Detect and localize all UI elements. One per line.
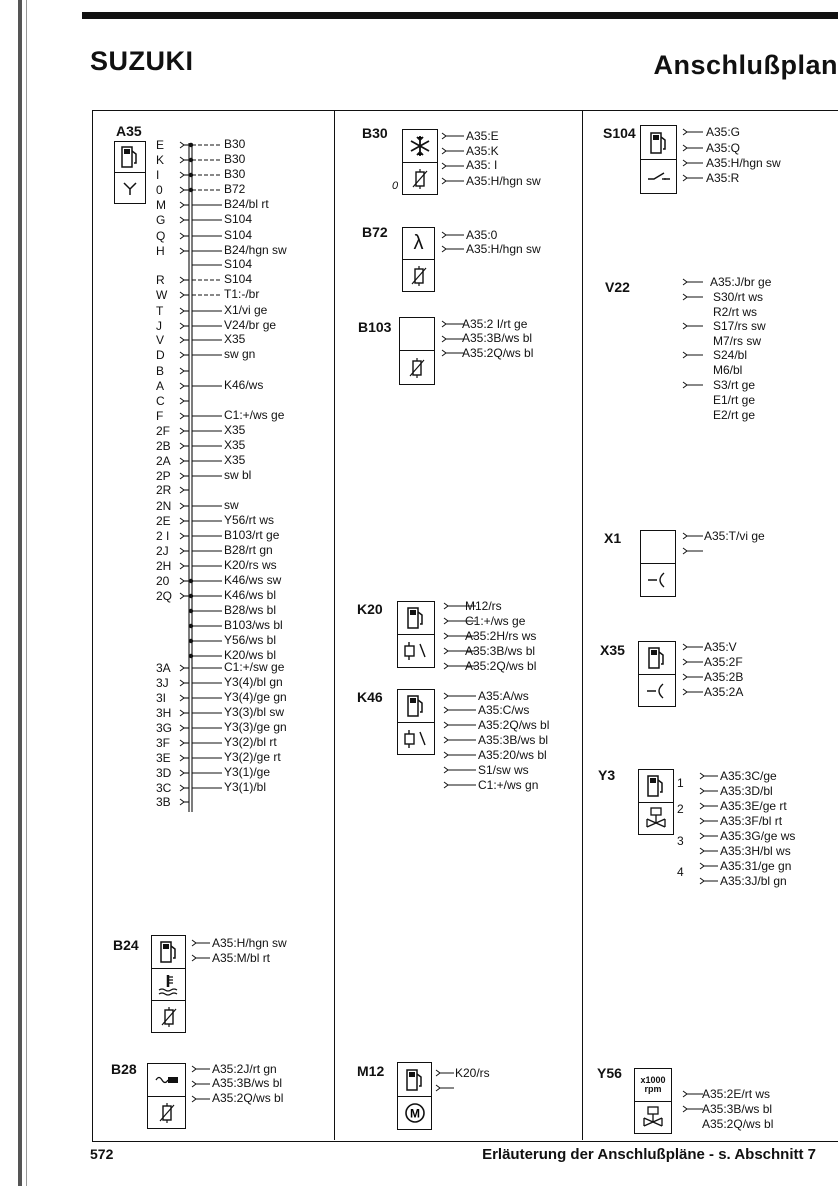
a35-connection-label: B103/rt ge [224, 528, 280, 542]
a35-pin-label: V [156, 333, 165, 347]
a35-connection-label: T1:-/br [224, 287, 260, 301]
y3-group-number: 3 [677, 834, 684, 848]
a35-connection-label: C1:+/sw ge [224, 660, 285, 674]
a35-pin-label: I [156, 168, 160, 182]
a35-pin-label: 3B [156, 795, 171, 809]
s104-conn-3: A35:H/hgn sw [706, 156, 781, 170]
wire-stub [700, 818, 718, 824]
wire-stub [444, 618, 476, 624]
a35-pin-label: 2E [156, 514, 171, 528]
a35-pin-label: 2A [156, 454, 171, 468]
header-brand: SUZUKI [90, 46, 194, 76]
a35-pin-label: A [156, 379, 165, 393]
a35-connection-label: Y3(4)/ge gn [224, 690, 287, 704]
wire-stub [683, 323, 703, 329]
k46-conn-5: A35:20/ws bl [478, 748, 547, 762]
wire-stub [444, 663, 476, 669]
footer-page-number: 572 [90, 1146, 114, 1162]
x35-conn-4: A35:2A [704, 685, 744, 699]
a35-pin-label: F [156, 409, 164, 423]
a35-pin-label: 2R [156, 483, 172, 497]
wire-stub [442, 148, 464, 154]
a35-connection-label: S104 [224, 212, 253, 226]
k20-conn-2: C1:+/ws ge [465, 614, 526, 628]
wire-stub [683, 659, 703, 665]
a35-pin-label: 2N [156, 499, 172, 513]
y3-conn-4: A35:3F/bl rt [720, 814, 783, 828]
a35-connection-label: B72 [224, 182, 246, 196]
k46-conn-1: A35:A/ws [478, 689, 529, 703]
wire-stub [683, 294, 703, 300]
wire-stub [700, 848, 718, 854]
y56-conn-2: A35:3B/ws bl [702, 1102, 773, 1116]
component-b30-label: B30 [362, 125, 388, 141]
wire-stub [683, 533, 703, 539]
wire-stub [444, 603, 476, 609]
wire-stub [444, 767, 476, 773]
wire-stub [444, 633, 476, 639]
wire-stub [683, 1091, 703, 1097]
wire-stub [444, 722, 476, 728]
a35-connection-label: K46/ws sw [224, 573, 282, 587]
k20-conn-3: A35:2H/rs ws [465, 629, 537, 643]
a35-connection-label: B30 [224, 152, 246, 166]
v22-conn-9: E1/rt ge [713, 393, 756, 407]
v22-conn-3: R2/rt ws [713, 305, 758, 319]
b24-conn-1: A35:H/hgn sw [212, 936, 287, 950]
wire-stub [700, 833, 718, 839]
wire-stub [683, 674, 703, 680]
wire-stub [700, 878, 718, 884]
wire-stub [700, 788, 718, 794]
v22-conn-5: M7/rs sw [713, 334, 761, 348]
y3-conn-7: A35:31/ge gn [720, 859, 792, 873]
a35-connection-label: B30 [224, 137, 246, 151]
y3-conn-8: A35:3J/bl gn [720, 874, 787, 888]
component-s104-label: S104 [603, 125, 636, 141]
a35-connection-label: K46/ws [224, 378, 264, 392]
a35-connection-label: B28/rt gn [224, 543, 273, 557]
a35-pin-label: 2 I [156, 529, 170, 543]
wire-stub [442, 133, 464, 139]
y3-conn-6: A35:3H/bl ws [720, 844, 791, 858]
x35-conn-2: A35:2F [704, 655, 743, 669]
b28-conn-2: A35:3B/ws bl [212, 1076, 283, 1090]
a35-connection-label: B103/ws bl [224, 618, 283, 632]
svg-text:M: M [409, 1106, 420, 1121]
b28-conn-1: A35:2J/rt gn [212, 1062, 277, 1076]
k46-conn-4: A35:3B/ws bl [478, 733, 549, 747]
a35-pin-label: Q [156, 229, 166, 243]
a35-connection-label: Y3(1)/bl [224, 780, 267, 794]
v22-conn-7: M6/bl [713, 363, 743, 377]
a35-connection-label: Y3(3)/ge gn [224, 720, 287, 734]
a35-pin-label: 3D [156, 766, 172, 780]
a35-pin-label: 20 [156, 574, 170, 588]
b30-conn-3: A35: I [466, 158, 498, 172]
b30-conn-1: A35:E [466, 129, 499, 143]
component-b72-label: B72 [362, 224, 388, 240]
a35-pin-label: 2J [156, 544, 169, 558]
footer-note: Erläuterung der Anschlußpläne - s. Abschnitt 7 [482, 1146, 816, 1163]
a35-connection-label: X1/vi ge [224, 303, 268, 317]
rpm-unit: rpm [644, 1084, 662, 1094]
b72-conn-1: A35:0 [466, 228, 498, 242]
a35-pin-label: 3A [156, 661, 171, 675]
a35-pin-label: H [156, 244, 165, 258]
a35-connection-label: X35 [224, 438, 246, 452]
b103-conn-3: A35:2Q/ws bl [462, 346, 534, 360]
k46-conn-2: A35:C/ws [478, 703, 530, 717]
v22-conn-2: S30/rt ws [713, 290, 764, 304]
component-b28-label: B28 [111, 1061, 137, 1077]
k20-conn-5: A35:2Q/ws bl [465, 659, 537, 673]
b72-conn-2: A35:H/hgn sw [466, 242, 541, 256]
wire-stub [192, 940, 210, 946]
b103-conn-2: A35:3B/ws bl [462, 331, 533, 345]
wire-stub [700, 863, 718, 869]
v22-conn-1: A35:J/br ge [710, 275, 772, 289]
a35-connection-label: K20/rs ws [224, 558, 277, 572]
wire-stub [436, 1070, 454, 1076]
wire-stub [192, 1096, 210, 1102]
v22-conn-10: E2/rt ge [713, 408, 756, 422]
a35-connection-label: S104 [224, 257, 253, 271]
y3-group-number: 2 [677, 802, 684, 816]
b30-mark: 0 [392, 180, 399, 192]
a35-pin-label: K [156, 153, 165, 167]
b24-conn-2: A35:M/bl rt [212, 951, 271, 965]
component-k46-label: K46 [357, 689, 383, 705]
a35-pin-label: B [156, 364, 165, 378]
wire-stub [683, 160, 703, 166]
wire-stub [444, 752, 476, 758]
wire-stub [192, 1066, 210, 1072]
y56-conn-3: A35:2Q/ws bl [702, 1117, 774, 1131]
y3-conn-5: A35:3G/ge ws [720, 829, 796, 843]
a35-pin-label: 3F [156, 736, 171, 750]
a35-pin-label: 3E [156, 751, 171, 765]
wire-stub [444, 782, 476, 788]
a35-pin-label: 3H [156, 706, 172, 720]
wire-stub [442, 178, 464, 184]
k20-conn-4: A35:3B/ws bl [465, 644, 536, 658]
wire-stub [700, 773, 718, 779]
y3-conn-3: A35:3E/ge rt [720, 799, 787, 813]
a35-connection-label: S104 [224, 228, 253, 242]
a35-connection-label: B24/hgn sw [224, 243, 287, 257]
component-b24-label: B24 [113, 937, 139, 953]
y3-conn-1: A35:3C/ge [720, 769, 777, 783]
k46-conn-6: S1/sw ws [478, 763, 529, 777]
a35-pin-label: R [156, 273, 165, 287]
a35-connection-label: Y3(4)/bl gn [224, 675, 283, 689]
lambda-icon: λ [403, 228, 434, 260]
a35-pin-label: 2Q [156, 589, 173, 603]
y3-group-number: 1 [677, 776, 684, 790]
wire-stub [442, 232, 464, 238]
component-x1-label: X1 [604, 530, 622, 546]
component-v22-label: V22 [605, 279, 630, 295]
s104-conn-1: A35:G [706, 125, 741, 139]
component-b103-label: B103 [358, 319, 392, 335]
a35-connection-label: sw [224, 498, 239, 512]
wire-stub [683, 279, 703, 285]
a35-connection-label: S104 [224, 272, 253, 286]
a35-connection-label: B28/ws bl [224, 603, 277, 617]
y3-conn-2: A35:3D/bl [720, 784, 773, 798]
b30-conn-2: A35:K [466, 144, 499, 158]
a35-pin-label: J [156, 319, 162, 333]
a35-pin-label: G [156, 213, 166, 227]
a35-connection-label: sw bl [224, 468, 252, 482]
b30-conn-4: A35:H/hgn sw [466, 174, 541, 188]
wire-stub [192, 955, 210, 961]
wire-stub [444, 648, 476, 654]
a35-connection-label: V24/br ge [224, 318, 277, 332]
s104-conn-2: A35:Q [706, 141, 741, 155]
m12-conn-1: K20/rs [455, 1066, 490, 1080]
wire-stub [683, 352, 703, 358]
component-k20-label: K20 [357, 601, 383, 617]
header-title: Anschlußplan [653, 50, 838, 80]
k20-conn-1: M12/rs [465, 599, 502, 613]
a35-connection-label: Y56/rt ws [224, 513, 275, 527]
wire-stub [444, 737, 476, 743]
a35-pin-label: D [156, 348, 165, 362]
a35-pin-label: T [156, 304, 164, 318]
wire-stub [192, 1081, 210, 1087]
component-y3-label: Y3 [598, 767, 616, 783]
x1-conn-1: A35:T/vi ge [704, 529, 765, 543]
wire-stub [683, 382, 703, 388]
a35-pin-label: W [156, 288, 168, 302]
a35-connection-label: C1:+/ws ge [224, 408, 285, 422]
a35-connection-label: X35 [224, 332, 246, 346]
y56-conn-1: A35:2E/rt ws [702, 1087, 771, 1101]
rpm-multiplier: x1000 [640, 1075, 666, 1085]
a35-connection-label: B24/bl rt [224, 197, 269, 211]
a35-pin-label: M [156, 198, 166, 212]
wire-stub [700, 803, 718, 809]
a35-connection-label: K20/ws bl [224, 648, 277, 662]
wire-stub [436, 1085, 454, 1091]
wire-stub [444, 707, 476, 713]
a35-pin-label: 2P [156, 469, 171, 483]
b103-conn-1: A35:2 I/rt ge [462, 317, 528, 331]
a35-connection-label: X35 [224, 453, 246, 467]
v22-conn-4: S17/rs sw [713, 319, 766, 333]
wire-stub [444, 693, 476, 699]
wire-stub [683, 175, 703, 181]
a35-connection-label: K46/ws bl [224, 588, 277, 602]
wire-stub [442, 321, 464, 327]
wire-stub [442, 246, 464, 252]
wire-stub [683, 1106, 703, 1112]
a35-pin-label: 3J [156, 676, 169, 690]
a35-pin-label: 3G [156, 721, 173, 735]
wire-stub [442, 336, 464, 342]
v22-conn-6: S24/bl [713, 348, 748, 362]
a35-connection-label: Y3(1)/ge [224, 765, 271, 779]
wire-stub [442, 163, 464, 169]
s104-conn-4: A35:R [706, 171, 740, 185]
b28-conn-3: A35:2Q/ws bl [212, 1091, 284, 1105]
a35-pin-label: 0 [156, 183, 163, 197]
a35-connection-label: sw gn [224, 347, 256, 361]
k46-conn-3: A35:2Q/ws bl [478, 718, 550, 732]
wire-stub [683, 689, 703, 695]
a35-pin-label: E [156, 138, 165, 152]
a35-connection-label: Y3(3)/bl sw [224, 705, 285, 719]
a35-connection-label: Y3(2)/bl rt [224, 735, 277, 749]
k46-conn-7: C1:+/ws gn [478, 778, 539, 792]
x35-conn-3: A35:2B [704, 670, 744, 684]
a35-connection-label: Y56/ws bl [224, 633, 277, 647]
wire-stub [683, 145, 703, 151]
a35-pin-label: 3I [156, 691, 167, 705]
a35-connection-label: B30 [224, 167, 246, 181]
a35-connection-label: Y3(2)/ge rt [224, 750, 281, 764]
a35-pin-label: 3C [156, 781, 172, 795]
component-m12-label: M12 [357, 1063, 385, 1079]
a35-pin-label: 2B [156, 439, 171, 453]
a35-pin-label: C [156, 394, 165, 408]
component-a35-label: A35 [116, 123, 142, 139]
v22-conn-8: S3/rt ge [713, 378, 756, 392]
a35-connection-label: X35 [224, 423, 246, 437]
wire-stub [683, 644, 703, 650]
a35-pin-label: 2F [156, 424, 171, 438]
y3-group-number: 4 [677, 865, 684, 879]
wire-stub [683, 129, 703, 135]
wire-stub [683, 548, 703, 554]
component-x35-label: X35 [600, 642, 625, 658]
component-y56-label: Y56 [597, 1065, 622, 1081]
x35-conn-1: A35:V [704, 640, 737, 654]
a35-pin-label: 2H [156, 559, 172, 573]
wire-stub [442, 350, 464, 356]
